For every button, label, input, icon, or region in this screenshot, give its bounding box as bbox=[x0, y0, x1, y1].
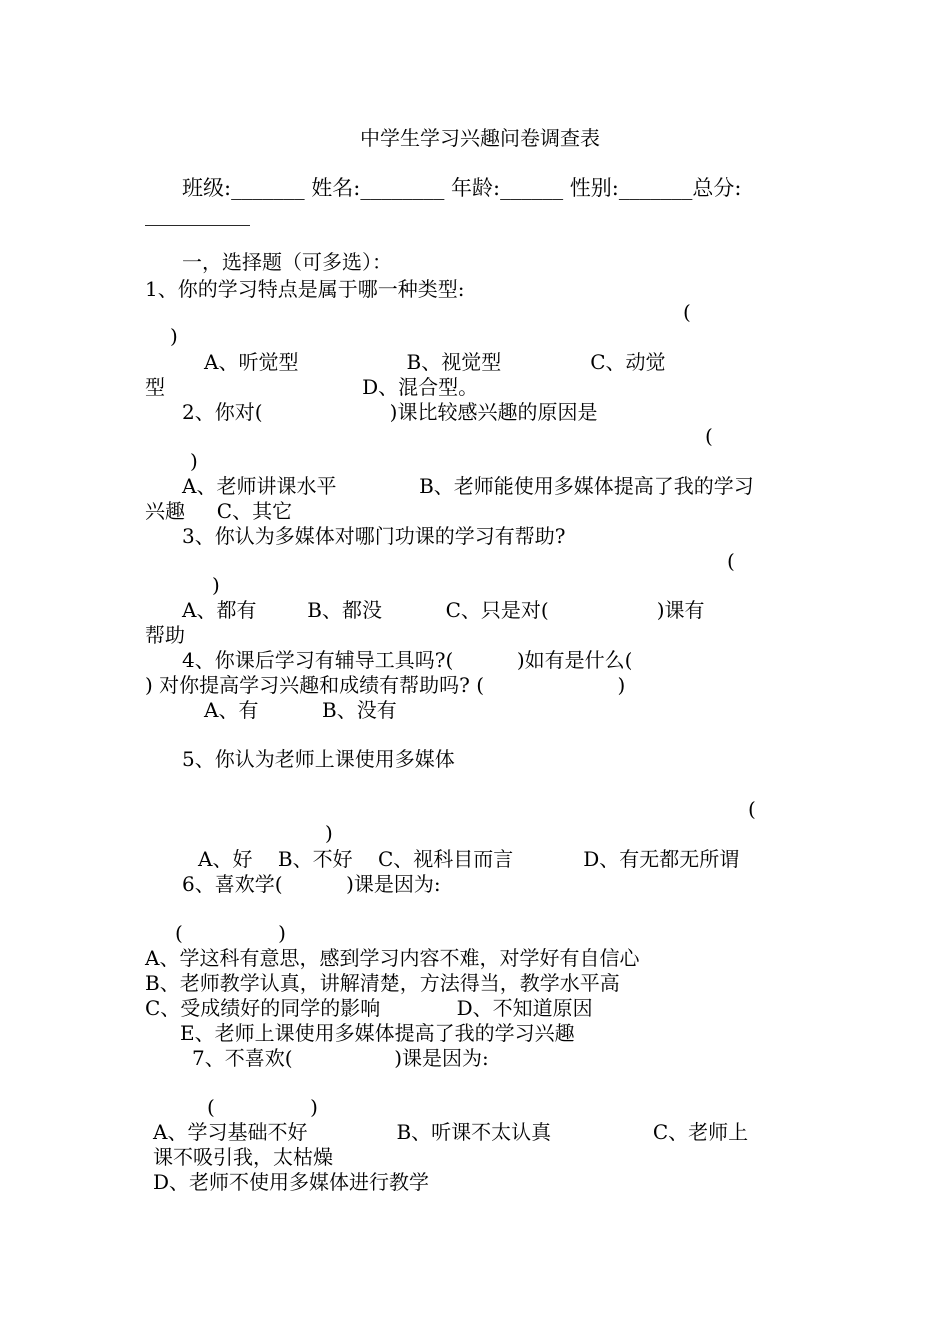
question-1-prompt: 1、你的学习特点是属于哪一种类型: bbox=[145, 277, 465, 301]
question-7-option-d: D、老师不使用多媒体进行教学 bbox=[153, 1170, 430, 1194]
question-3-prompt: 3、你认为多媒体对哪门功课的学习有帮助? bbox=[182, 524, 566, 548]
question-6-prompt: 6、喜欢学( )课是因为: bbox=[182, 872, 441, 896]
question-6-option-cd: C、受成绩好的同学的影响 D、不知道原因 bbox=[145, 996, 593, 1020]
section-heading: 一，选择题（可多选）： bbox=[182, 250, 392, 274]
question-4-prompt-cont: ) 对你提高学习兴趣和成绩有帮助吗? ( ) bbox=[145, 673, 626, 697]
page-title: 中学生学习兴趣问卷调查表 bbox=[360, 126, 600, 150]
question-7-prompt: 7、不喜欢( )课是因为: bbox=[192, 1046, 489, 1070]
answer-paren-open: ( bbox=[727, 549, 735, 573]
question-4-prompt: 4、你课后学习有辅导工具吗?( )如有是什么( bbox=[182, 648, 633, 672]
question-5-prompt: 5、你认为老师上课使用多媒体 bbox=[182, 747, 455, 771]
total-score-blank: __________ bbox=[145, 202, 250, 226]
answer-paren-open: ( bbox=[705, 424, 713, 448]
answer-paren-open: ( bbox=[748, 797, 756, 821]
question-6-option-e: E、老师上课使用多媒体提高了我的学习兴趣 bbox=[180, 1021, 575, 1045]
answer-paren: ( ) bbox=[175, 921, 286, 945]
answer-paren-close: ) bbox=[170, 324, 178, 348]
answer-paren-close: ) bbox=[325, 821, 333, 845]
question-3-options: A、都有 B、都没 C、只是对( )课有 bbox=[182, 598, 705, 622]
question-4-options: A、有 B、没有 bbox=[204, 698, 397, 722]
question-7-options-cont: 课不吸引我，太枯燥 bbox=[153, 1145, 333, 1169]
question-1-options-cont: 型 D、混合型。 bbox=[145, 375, 479, 399]
answer-paren-close: ) bbox=[212, 573, 220, 597]
question-7-options: A、学习基础不好 B、听课不太认真 C、老师上 bbox=[153, 1120, 749, 1144]
question-2-options: A、老师讲课水平 B、老师能使用多媒体提高了我的学习 bbox=[182, 474, 754, 498]
answer-paren: ( ) bbox=[207, 1095, 318, 1119]
student-info-line: 班级:_______ 姓名:________ 年龄:______ 性别:_______总分: bbox=[182, 176, 742, 200]
question-5-options: A、好 B、不好 C、视科目而言 D、有无都无所谓 bbox=[198, 847, 740, 871]
answer-paren-close: ) bbox=[190, 449, 198, 473]
question-6-option-a: A、学这科有意思，感到学习内容不难，对学好有自信心 bbox=[145, 946, 640, 970]
question-3-options-cont: 帮助 bbox=[145, 623, 185, 647]
question-2-options-cont: 兴趣 C、其它 bbox=[145, 499, 293, 523]
question-1-options: A、听觉型 B、视觉型 C、动觉 bbox=[204, 350, 666, 374]
question-2-prompt: 2、你对( )课比较感兴趣的原因是 bbox=[182, 400, 598, 424]
answer-paren-open: ( bbox=[683, 300, 691, 324]
question-6-option-b: B、老师教学认真，讲解清楚，方法得当，教学水平高 bbox=[145, 971, 620, 995]
